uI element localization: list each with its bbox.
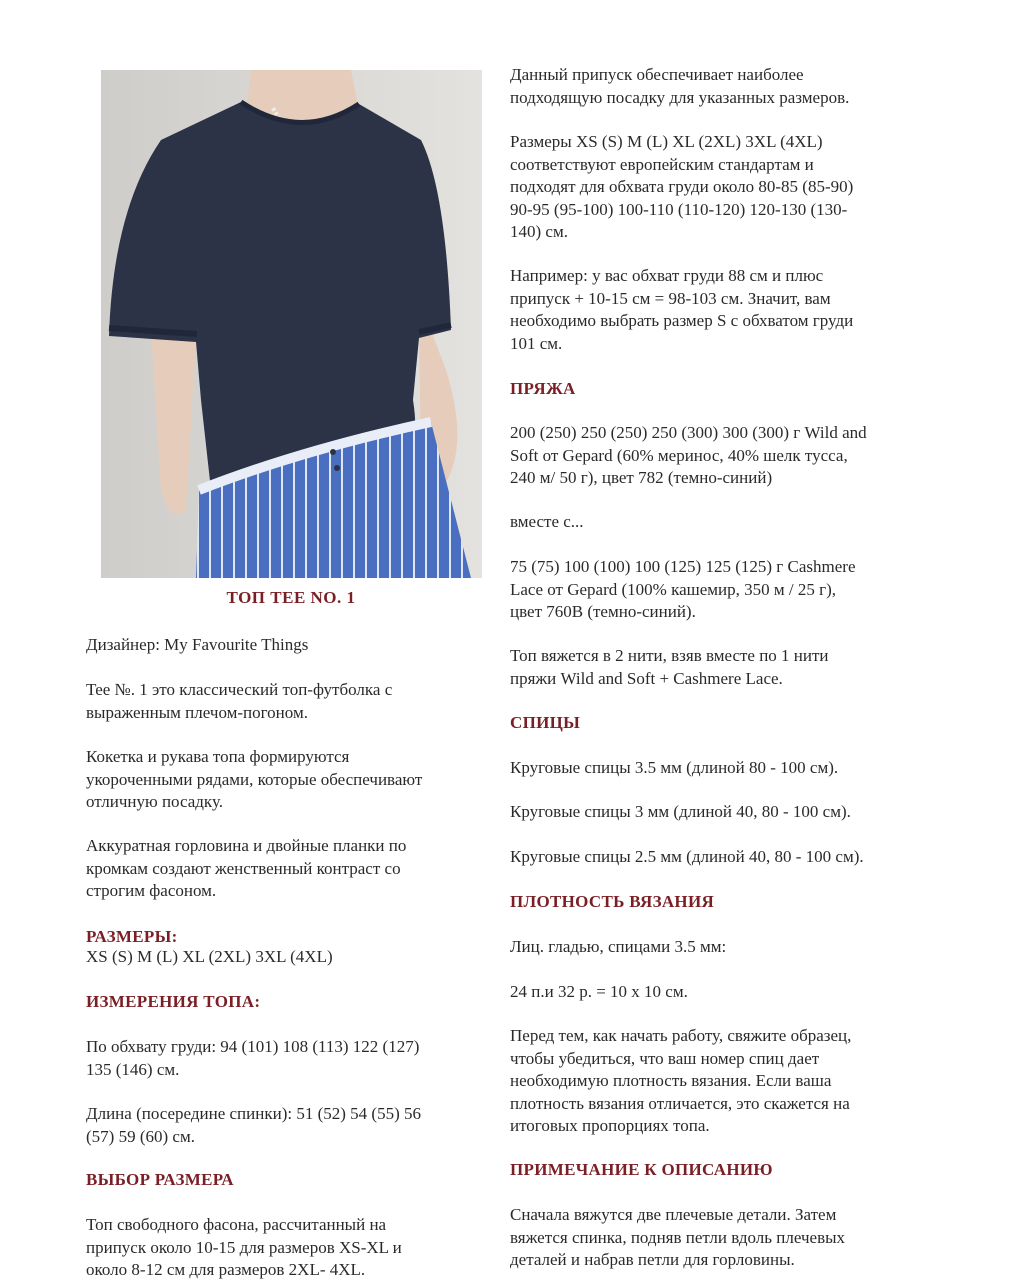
needle1-text: Круговые спицы 3.5 мм (длиной 80 - 100 см). (510, 758, 839, 777)
needles-heading: СПИЦЫ (510, 713, 581, 732)
yarn2-text: 75 (75) 100 (100) 100 (125) 125 (125) г Cashmere Lace от Gepard (100% кашемир, 350 м / 25 г), цвет 760B (темно-синий). (510, 557, 856, 621)
knitted-tee-image (101, 70, 482, 578)
yarn1-text: 200 (250) 250 (250) 250 (300) 300 (300) г Wild and Soft от Gepard (60% меринос, 40% шелк тусса, 240 м/ 50 г), цвет 782 (темно-синий) (510, 423, 867, 487)
needle3-text: Круговые спицы 2.5 мм (длиной 40, 80 - 100 см). (510, 847, 864, 866)
yarn-heading: ПРЯЖА (510, 379, 576, 398)
size-choice-text: Топ свободного фасона, рассчитанный на припуск около 10-15 для размеров XS-XL и около 8-12 см для размеров 2XL- 4XL. (86, 1215, 402, 1279)
notes-text: Сначала вяжутся две плечевые детали. Затем вяжется спинка, подняв петли вдоль плечевых деталей и набрав петли для горловины. (510, 1205, 846, 1269)
standards-text: Размеры XS (S) M (L) XL (2XL) 3XL (4XL) соответствуют европейским стандартам и подходят для обхвата груди около 80-85 (85-90) 90-95 (95-100) 100-110 (110-120) 120-130 (130- 140) см. (510, 132, 854, 241)
allowance-text: Данный припуск обеспечивает наиболее подходящую посадку для указанных размеров. (510, 65, 850, 107)
example-text: Например: у вас обхват груди 88 см и плюс припуск + 10-15 см = 98-103 см. Значит, вам необходимо выбрать размер S с обхватом груди 101 см. (510, 266, 854, 353)
sizes-heading: РАЗМЕРЫ: (86, 927, 178, 946)
measurements-heading: ИЗМЕРЕНИЯ ТОПА: (86, 992, 261, 1011)
yarn-note-text: Топ вяжется в 2 нити, взяв вместе по 1 нити пряжи Wild and Soft + Cashmere Lace. (510, 646, 829, 688)
needle2-text: Круговые спицы 3 мм (длиной 40, 80 - 100 см). (510, 802, 851, 821)
together-text: вместе с... (510, 512, 584, 531)
designer-text: Дизайнер: My Favourite Things (86, 635, 309, 654)
size-choice-heading: ВЫБОР РАЗМЕРА (86, 1170, 234, 1189)
fit-text: Кокетка и рукава топа формируются укороченными рядами, которые обеспечивают отличную посадку. (86, 747, 423, 811)
gauge-heading: ПЛОТНОСТЬ ВЯЗАНИЯ (510, 892, 715, 911)
neckline-text: Аккуратная горловина и двойные планки по кромкам создают женственный контраст со строгим фасоном. (86, 836, 407, 900)
length-text: Длина (посередине спинки): 51 (52) 54 (55) 56 (57) 59 (60) см. (86, 1104, 421, 1146)
photo-caption: ТОП TEE NO. 1 (226, 588, 356, 607)
gauge2-text: 24 п.и 32 р. = 10 х 10 см. (510, 982, 688, 1001)
sizes-text: XS (S) M (L) XL (2XL) 3XL (4XL) (86, 947, 333, 966)
product-photo (101, 70, 482, 578)
gauge-note-text: Перед тем, как начать работу, свяжите образец, чтобы убедиться, что ваш номер спиц дает необходимую плотность вязания. Если ваша плотность вязания отличается, это скажется на итоговых пропорциях топа. (510, 1026, 852, 1135)
gauge1-text: Лиц. гладью, спицами 3.5 мм: (510, 937, 727, 956)
chest-text: По обхвату груди: 94 (101) 108 (113) 122 (127) 135 (146) см. (86, 1037, 420, 1079)
intro-text: Tee №. 1 это классический топ-футболка с выраженным плечом-погоном. (86, 680, 393, 722)
notes-heading: ПРИМЕЧАНИЕ К ОПИСАНИЮ (510, 1160, 773, 1179)
